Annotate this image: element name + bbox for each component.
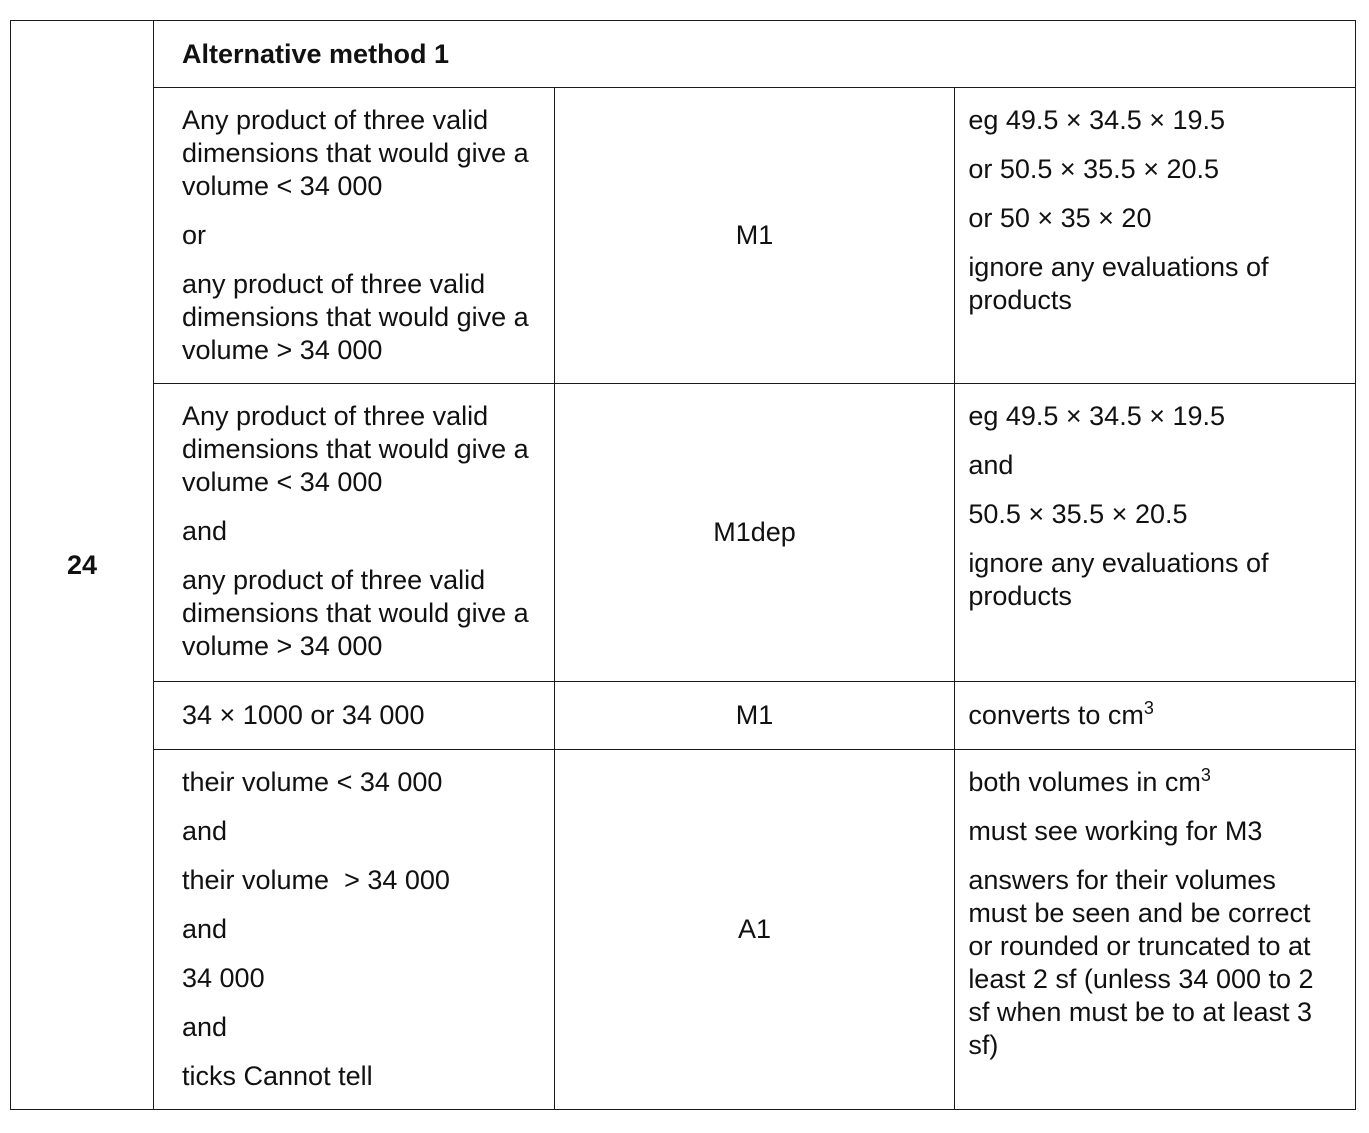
comment-text-main: converts to cm	[968, 700, 1144, 730]
answer-text: and	[182, 516, 228, 546]
answer-cell	[154, 88, 555, 384]
mark-scheme-table	[10, 20, 1356, 1110]
comments-cell	[955, 88, 1356, 384]
mark-row	[11, 682, 1356, 750]
mark-code: M1	[554, 88, 955, 384]
mark-code: M1	[554, 682, 955, 750]
method-heading: Alternative method 1	[154, 21, 1356, 88]
comment-text: or 50.5 × 35.5 × 20.5	[968, 154, 1220, 184]
comments-cell	[955, 682, 1356, 750]
answer-text: Any product of three valid dimensions that would give a volume < 34 000	[182, 401, 529, 497]
comments-cell	[955, 384, 1356, 682]
answer-cell	[154, 682, 555, 750]
answer-text: Any product of three valid dimensions that would give a volume < 34 000	[182, 105, 529, 201]
comment-text: must see working for M3	[968, 816, 1263, 846]
answer-text: or	[182, 220, 207, 250]
answer-text: 34 000	[182, 963, 265, 993]
superscript: 3	[1143, 698, 1154, 718]
mark-row	[11, 384, 1356, 682]
comment-text: answers for their volumes must be seen and be correct or rounded or truncated to at least 2 sf (unless 34 000 to 2 sf when must be to at least 3 sf)	[968, 865, 1314, 1060]
comment-text: or 50 × 35 × 20	[968, 203, 1152, 233]
answer-text: and	[182, 816, 228, 846]
mark-row	[11, 88, 1356, 384]
question-number: 24	[11, 21, 154, 1110]
comment-text: eg 49.5 × 34.5 × 19.5	[968, 105, 1226, 135]
method-heading-row	[11, 21, 1356, 88]
answer-text: 34 × 1000 or 34 000	[182, 700, 425, 730]
comment-text-main: both volumes in cm	[968, 767, 1201, 797]
comment-text: 50.5 × 35.5 × 20.5	[968, 499, 1188, 529]
answer-text: their volume > 34 000	[182, 865, 450, 895]
mark-row	[11, 750, 1356, 1110]
answer-cell	[154, 750, 555, 1110]
comments-cell	[955, 750, 1356, 1110]
comment-text: ignore any evaluations of products	[968, 548, 1269, 611]
answer-text: and	[182, 914, 228, 944]
mark-code: M1dep	[554, 384, 955, 682]
comment-text: and	[968, 450, 1014, 480]
comment-text	[968, 766, 1341, 799]
mark-code: A1	[554, 750, 955, 1110]
comment-text: ignore any evaluations of products	[968, 252, 1269, 315]
comment-text	[968, 699, 1341, 732]
answer-text: any product of three valid dimensions that would give a volume > 34 000	[182, 269, 529, 365]
comment-text: eg 49.5 × 34.5 × 19.5	[968, 401, 1226, 431]
answer-text: and	[182, 1012, 228, 1042]
answer-text: their volume < 34 000	[182, 767, 443, 797]
answer-text: any product of three valid dimensions that would give a volume > 34 000	[182, 565, 529, 661]
answer-text: ticks Cannot tell	[182, 1061, 373, 1091]
answer-cell	[154, 384, 555, 682]
superscript: 3	[1200, 765, 1211, 785]
